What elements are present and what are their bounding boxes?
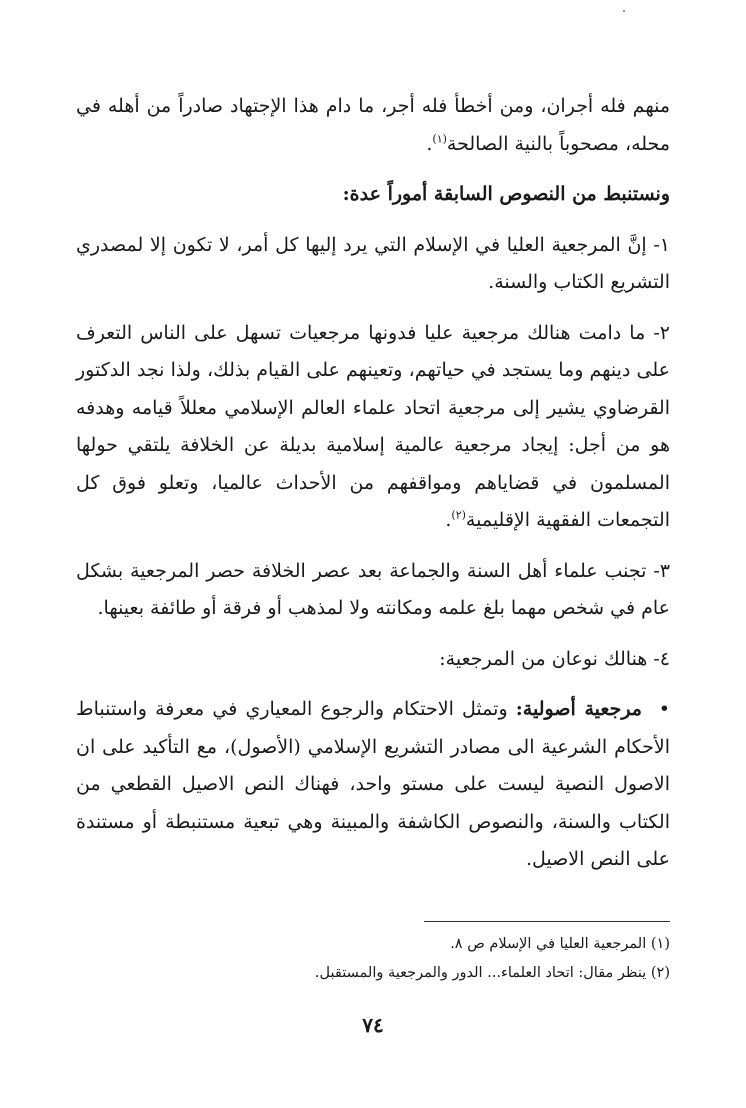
footnotes (200, 930, 670, 988)
footnote-ref-1: (١) (432, 132, 447, 146)
page-number: ٧٤ (362, 1013, 384, 1037)
point-2 (76, 315, 670, 540)
footnote-ref-2: (٢) (451, 508, 466, 522)
point-3: ٣- تجنب علماء أهل السنة والجماعة بعد عصر الخلافة حصر المرجعية بشكل عام في شخص مهما بلغ علمه ومكانته ولا لمذهب أو فرقة أو طائفة بعينها. (76, 559, 670, 619)
paragraph-text: ٢- ما دامت هنالك مرجعية عليا فدونها مرجعيات تسهل على الناس التعرف على دينهم وما يستجد في حياتهم، وتعينهم على القيام بذلك، ولذا نجد الدكتور القرضاوي يشير إلى مرجعية اتحاد علماء العالم الإسلامي معللاً قيامه وهدفه هو من أجل: إيجاد مرجعية عالمية إسلامية بديلة عن الخلافة يلتقي حولها المسلمون في قضاياهم ومواقفهم من الأحداث عالميا، وتعلو فوق كل التجمعات الفقهية الإقليمية (76, 321, 670, 531)
scan-speck (623, 10, 625, 12)
paragraph-end: . (445, 509, 452, 531)
section-heading: ونستنبط من النصوص السابقة أموراً عدة: (342, 183, 670, 205)
bullet-text: وتمثل الاحتكام والرجوع المعياري في معرفة واستنباط الأحكام الشرعية الى مصادر التشريع الإسلامي (الأصول)، مع التأكيد على ان الاصول النصية ليست على مستو واحد، فهناك النص الاصيل القطعي من الكتاب والسنة، والنصوص الكاشفة والمبينة وهي تبعية مستنبطة أو مستندة على النص الاصيل. (76, 698, 670, 870)
body-text (76, 88, 670, 879)
point-4: ٤- هنالك نوعان من المرجعية: (439, 647, 670, 670)
paragraph-continuation (76, 88, 670, 163)
paragraph-text: منهم فله أجران، ومن أخطأ فله أجر، ما دام هذا الإجتهاد صادراً من أهله في محله، مصحوباً بالنية الصالحة (76, 95, 670, 155)
point-1: ١- إنَّ المرجعية العليا في الإسلام التي يرد إليها كل أمر، لا تكون إلا لمصدري التشريع الكتاب والسنة. (76, 233, 670, 293)
footnote-text: ينظر مقال: اتحاد العلماء... الدور والمرجعية والمستقبل. (314, 965, 647, 981)
footnote-text: المرجعية العليا في الإسلام ص ٨. (450, 936, 647, 952)
bullet-dot-icon: • (658, 698, 670, 720)
bullet-term: مرجعية أصولية: (515, 698, 642, 720)
footnote-1 (200, 930, 670, 959)
footnote-separator (424, 921, 670, 922)
bullet-item (76, 691, 670, 879)
footnote-2 (200, 959, 670, 988)
footnote-number: (١) (650, 936, 670, 952)
footnote-number: (٢) (650, 965, 670, 981)
paragraph-end: . (426, 132, 433, 155)
